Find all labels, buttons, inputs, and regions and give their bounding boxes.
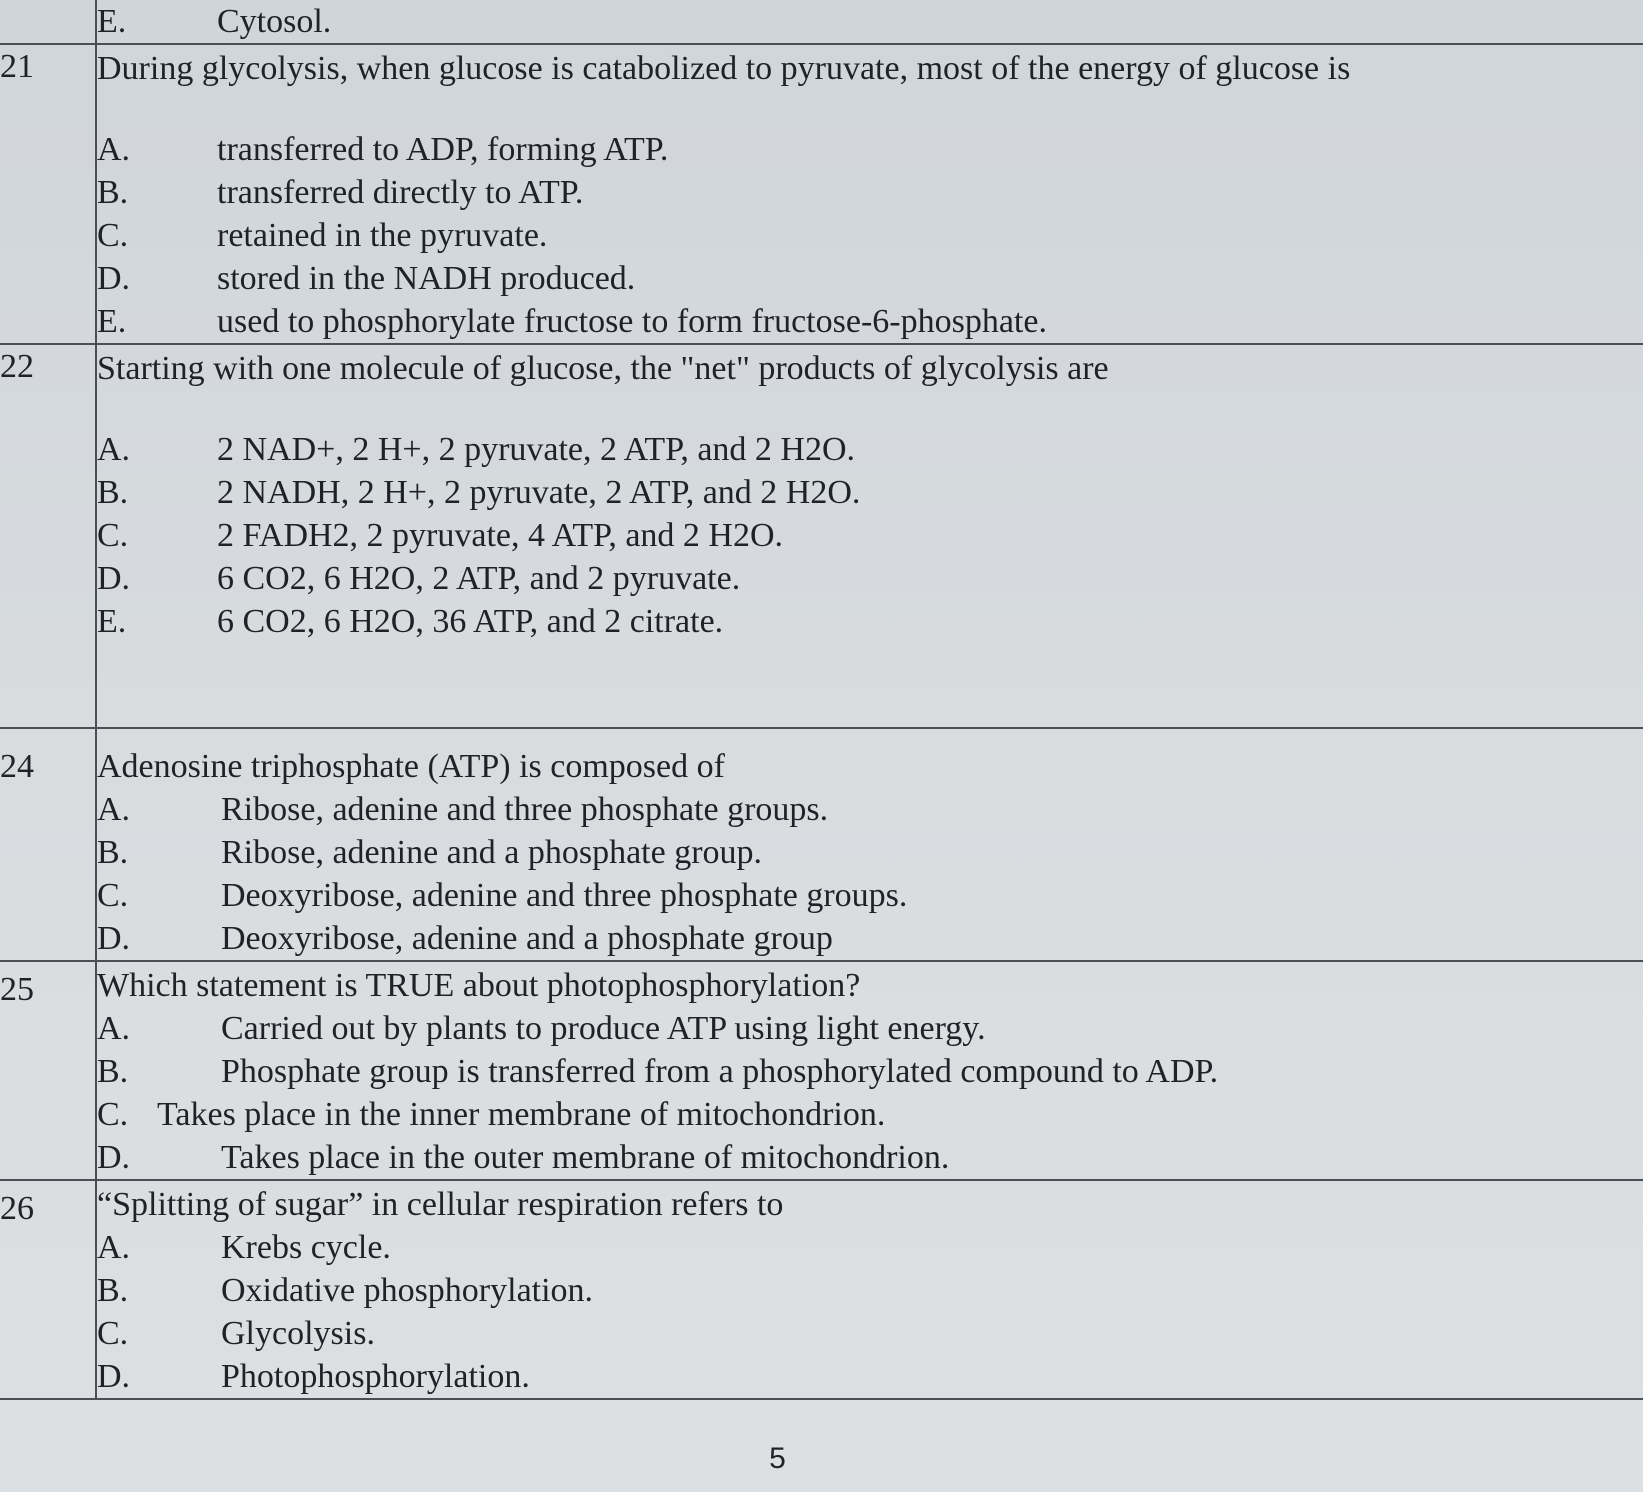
option-letter: C. bbox=[97, 217, 129, 254]
question-24 bbox=[0, 728, 1643, 961]
question-number: 25 bbox=[0, 961, 96, 1180]
option-text: Glycolysis. bbox=[221, 1315, 375, 1352]
question-number: 21 bbox=[0, 44, 96, 344]
question-stem: Adenosine triphosphate (ATP) is composed of bbox=[97, 748, 725, 785]
option-letter: A. bbox=[97, 1010, 131, 1047]
option-text: stored in the NADH produced. bbox=[217, 260, 636, 297]
option-text: transferred directly to ATP. bbox=[217, 174, 584, 211]
question-22 bbox=[0, 344, 1643, 728]
page-number: 5 bbox=[769, 1442, 786, 1475]
answer-option bbox=[97, 1355, 1643, 1398]
answer-option bbox=[97, 788, 1643, 831]
option-text: Deoxyribose, adenine and three phosphate groups. bbox=[221, 877, 908, 914]
question-21 bbox=[0, 44, 1643, 344]
previous-question-tail bbox=[0, 0, 1643, 44]
answer-option bbox=[97, 831, 1643, 874]
answer-option bbox=[97, 1312, 1643, 1355]
option-letter: A. bbox=[97, 791, 131, 828]
option-text: 2 NAD+, 2 H+, 2 pyruvate, 2 ATP, and 2 H2O. bbox=[217, 431, 856, 468]
answer-option bbox=[97, 557, 1643, 600]
answer-option bbox=[97, 1007, 1643, 1050]
answer-option bbox=[97, 471, 1643, 514]
option-text: used to phosphorylate fructose to form fructose-6-phosphate. bbox=[217, 303, 1047, 340]
option-letter: D. bbox=[97, 1139, 131, 1176]
answer-option bbox=[97, 1050, 1643, 1093]
option-text: Carried out by plants to produce ATP using light energy. bbox=[221, 1010, 986, 1047]
question-stem: “Splitting of sugar” in cellular respiration refers to bbox=[97, 1186, 784, 1223]
question-number: 26 bbox=[0, 1180, 96, 1399]
option-letter: C. bbox=[97, 877, 129, 914]
option-letter: D. bbox=[97, 560, 131, 597]
option-letter: D. bbox=[97, 920, 131, 957]
answer-option bbox=[97, 917, 1643, 960]
answer-option bbox=[97, 1269, 1643, 1312]
option-letter: C. bbox=[97, 1315, 129, 1352]
answer-option bbox=[97, 171, 1643, 214]
answer-option bbox=[97, 1136, 1643, 1179]
option-text: Cytosol. bbox=[217, 3, 332, 40]
option-text: 2 NADH, 2 H+, 2 pyruvate, 2 ATP, and 2 H2O. bbox=[217, 474, 861, 511]
option-text: Takes place in the inner membrane of mitochondrion. bbox=[157, 1096, 886, 1133]
answer-option bbox=[97, 0, 1643, 43]
option-letter: A. bbox=[97, 431, 131, 468]
question-number: 22 bbox=[0, 344, 96, 728]
option-letter: A. bbox=[97, 131, 131, 168]
answer-option bbox=[97, 514, 1643, 557]
question-25 bbox=[0, 961, 1643, 1180]
option-text: Phosphate group is transferred from a phosphorylated compound to ADP. bbox=[221, 1053, 1219, 1090]
option-letter: C. bbox=[97, 517, 129, 554]
answer-option bbox=[97, 214, 1643, 257]
answer-option bbox=[97, 600, 1643, 643]
option-text: 6 CO2, 6 H2O, 36 ATP, and 2 citrate. bbox=[217, 603, 724, 640]
option-text: 6 CO2, 6 H2O, 2 ATP, and 2 pyruvate. bbox=[217, 560, 741, 597]
option-letter: B. bbox=[97, 174, 129, 211]
question-stem: Which statement is TRUE about photophosphorylation? bbox=[97, 967, 861, 1004]
question-number-cell bbox=[0, 0, 96, 44]
question-number: 24 bbox=[0, 728, 96, 961]
answer-option bbox=[97, 300, 1643, 343]
answer-option bbox=[97, 257, 1643, 300]
option-letter: B. bbox=[97, 474, 129, 511]
option-text: Oxidative phosphorylation. bbox=[221, 1272, 594, 1309]
option-letter: E. bbox=[97, 603, 127, 640]
option-letter: E. bbox=[97, 303, 127, 340]
option-text: Krebs cycle. bbox=[221, 1229, 391, 1266]
option-text: Ribose, adenine and three phosphate groups. bbox=[221, 791, 829, 828]
answer-option bbox=[97, 128, 1643, 171]
option-text: Takes place in the outer membrane of mitochondrion. bbox=[221, 1139, 950, 1176]
answer-option bbox=[97, 1226, 1643, 1269]
option-letter: A. bbox=[97, 1229, 131, 1266]
option-letter: C. bbox=[97, 1096, 129, 1133]
answer-option bbox=[97, 1093, 1643, 1136]
option-letter: D. bbox=[97, 1358, 131, 1395]
answer-option bbox=[97, 428, 1643, 471]
option-letter: E. bbox=[97, 3, 127, 40]
option-letter: B. bbox=[97, 834, 129, 871]
answer-option bbox=[97, 874, 1643, 917]
option-letter: B. bbox=[97, 1053, 129, 1090]
option-text: transferred to ADP, forming ATP. bbox=[217, 131, 669, 168]
question-26 bbox=[0, 1180, 1643, 1399]
option-text: Deoxyribose, adenine and a phosphate group bbox=[221, 920, 833, 957]
question-stem: Starting with one molecule of glucose, the "net" products of glycolysis are bbox=[97, 350, 1109, 387]
option-letter: B. bbox=[97, 1272, 129, 1309]
option-text: 2 FADH2, 2 pyruvate, 4 ATP, and 2 H2O. bbox=[217, 517, 784, 554]
question-stem: During glycolysis, when glucose is catabolized to pyruvate, most of the energy of glucose is bbox=[97, 50, 1351, 87]
option-letter: D. bbox=[97, 260, 131, 297]
option-text: retained in the pyruvate. bbox=[217, 217, 548, 254]
option-text: Ribose, adenine and a phosphate group. bbox=[221, 834, 763, 871]
option-text: Photophosphorylation. bbox=[221, 1358, 530, 1395]
